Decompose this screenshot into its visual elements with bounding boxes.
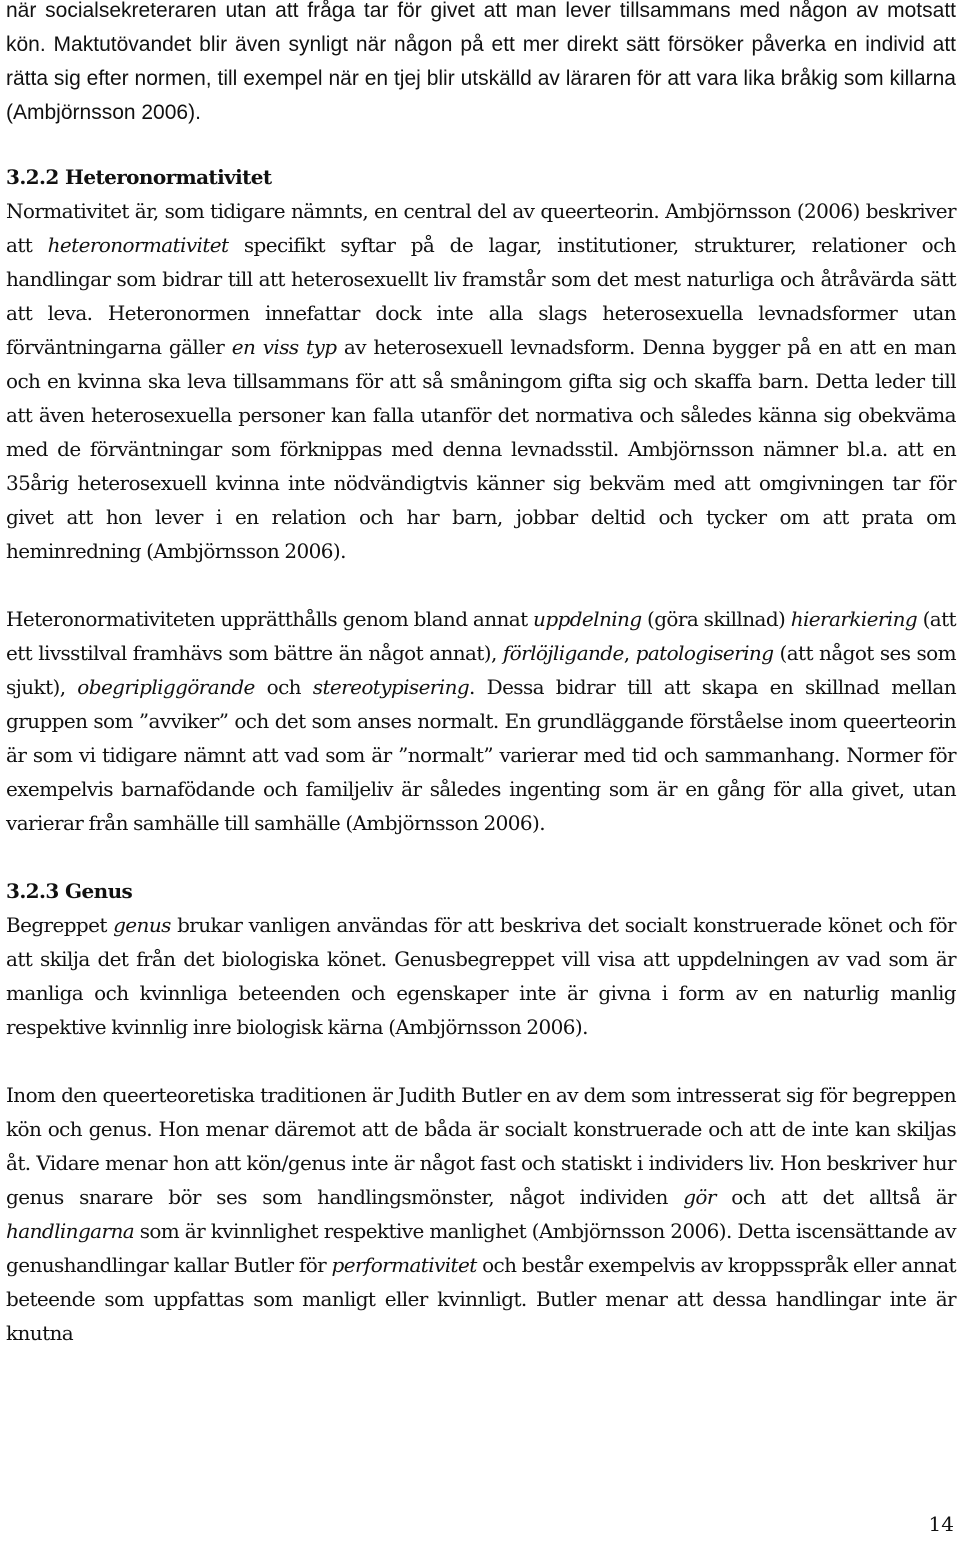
term-genus: genus	[113, 913, 171, 937]
term-heteronormativitet: heteronormativitet	[47, 233, 229, 257]
page-number: 14	[928, 1512, 954, 1536]
term-patologisering: patologisering	[635, 641, 774, 665]
paragraph-butler: Inom den queerteoretiska traditionen är Judith Butler en av dem som intresserat sig för begreppen kön och genus. Hon menar däremot att de båda är socialt konstruerade och att de inte kan skiljas åt. Vidare menar hon att kön/genus inte är något fast och statiskt i individers liv. Hon beskriver hur genus snarare bör ses som handlingsmönster, något individen gör och att det alltså är handlingarna som är kvinnlighet respektive manlighet (Ambjörnsson 2006). Detta iscensättande av genushandlingar kallar Butler för performativitet och består exempelvis av kroppsspråk eller annat beteende som uppfattas som manligt eller kvinnligt. Butler menar att dessa handlingar inte är knutna	[6, 1083, 956, 1345]
paragraph-upprätthålls: Heteronormativiteten upprätthålls genom bland annat uppdelning (göra skillnad) hierarkiering (att ett livsstilval framhävs som bättre än något annat), förlöjligande, patologisering (att något ses som sjukt), obegripliggörande och stereotypisering. Dessa bidrar till att skapa en skillnad mellan gruppen som ”avviker” och det som anses normalt. En grundläggande förståelse inom queerteorin är som vi tidigare nämnt att vad som är ”normalt” varierar med tid och sammanhang. Normer för exempelvis barnafödande och familjeliv är således ingenting som är en gång för alla givet, utan varierar från samhälle till samhälle (Ambjörnsson 2006).	[6, 607, 956, 835]
term-obegripliggorande: obegripliggörande	[77, 675, 255, 699]
term-handlingarna: handlingarna	[6, 1219, 135, 1243]
heading-heteronormativitet: 3.2.2 Heteronormativitet	[6, 165, 272, 189]
term-gor: gör	[683, 1185, 716, 1209]
document-page	[6, 0, 956, 1350]
term-performativitet: performativitet	[331, 1253, 477, 1277]
term-hierarkiering: hierarkiering	[790, 607, 918, 631]
heading-genus: 3.2.3 Genus	[6, 879, 133, 903]
term-en-viss-typ: en viss typ	[231, 335, 337, 359]
term-forlojligande: förlöjligande	[502, 641, 624, 665]
term-uppdelning: uppdelning	[533, 607, 642, 631]
paragraph-genus: Begreppet genus brukar vanligen användas för att beskriva det socialt konstruerade könet och för att skilja det från det biologiska könet. Genusbegreppet vill visa att uppdelningen av vad som är manliga och kvinnliga beteenden och egenskaper inte är givna i form av en naturlig manlig respektive kvinnlig inre biologisk kärna (Ambjörnsson 2006).	[6, 913, 956, 1039]
paragraph-heteronormativitet: Normativitet är, som tidigare nämnts, en central del av queerteorin. Ambjörnsson (2006) beskriver att heteronormativitet specifikt syftar på de lagar, institutioner, strukturer, relationer och handlingar som bidrar till att heterosexuellt liv framstår som det mest naturliga och åtråvärda sätt att leva. Heteronormen innefattar dock inte alla slags heterosexuella levnadsformer utan förväntningarna gäller en viss typ av heterosexuell levnadsform. Denna bygger på en att en man och en kvinna ska leva tillsammans för att så småningom gifta sig och skaffa barn. Detta leder till att även heterosexuella personer kan falla utanför det normativa och således känna sig obekväma med de förväntningar som förknippas med denna levnadsstil. Ambjörnsson nämner bl.a. att en 35årig heterosexuell kvinna inte nödvändigtvis känner sig bekväm med att omgivningen tar för givet att hon lever i en relation och har barn, jobbar deltid och tycker om att prata om heminredning (Ambjörnsson 2006).	[6, 199, 956, 563]
term-stereotypisering: stereotypisering	[312, 675, 470, 699]
paragraph-intro: när socialsekreteraren utan att fråga tar för givet att man lever tillsammans med någon av motsatt kön. Maktutövandet blir även synligt när någon på ett mer direkt sätt försöker påverka en individ att rätta sig efter normen, till exempel när en tjej blir utskälld av läraren för att vara lika bråkig som killarna (Ambjörnsson 2006).	[6, 0, 956, 124]
